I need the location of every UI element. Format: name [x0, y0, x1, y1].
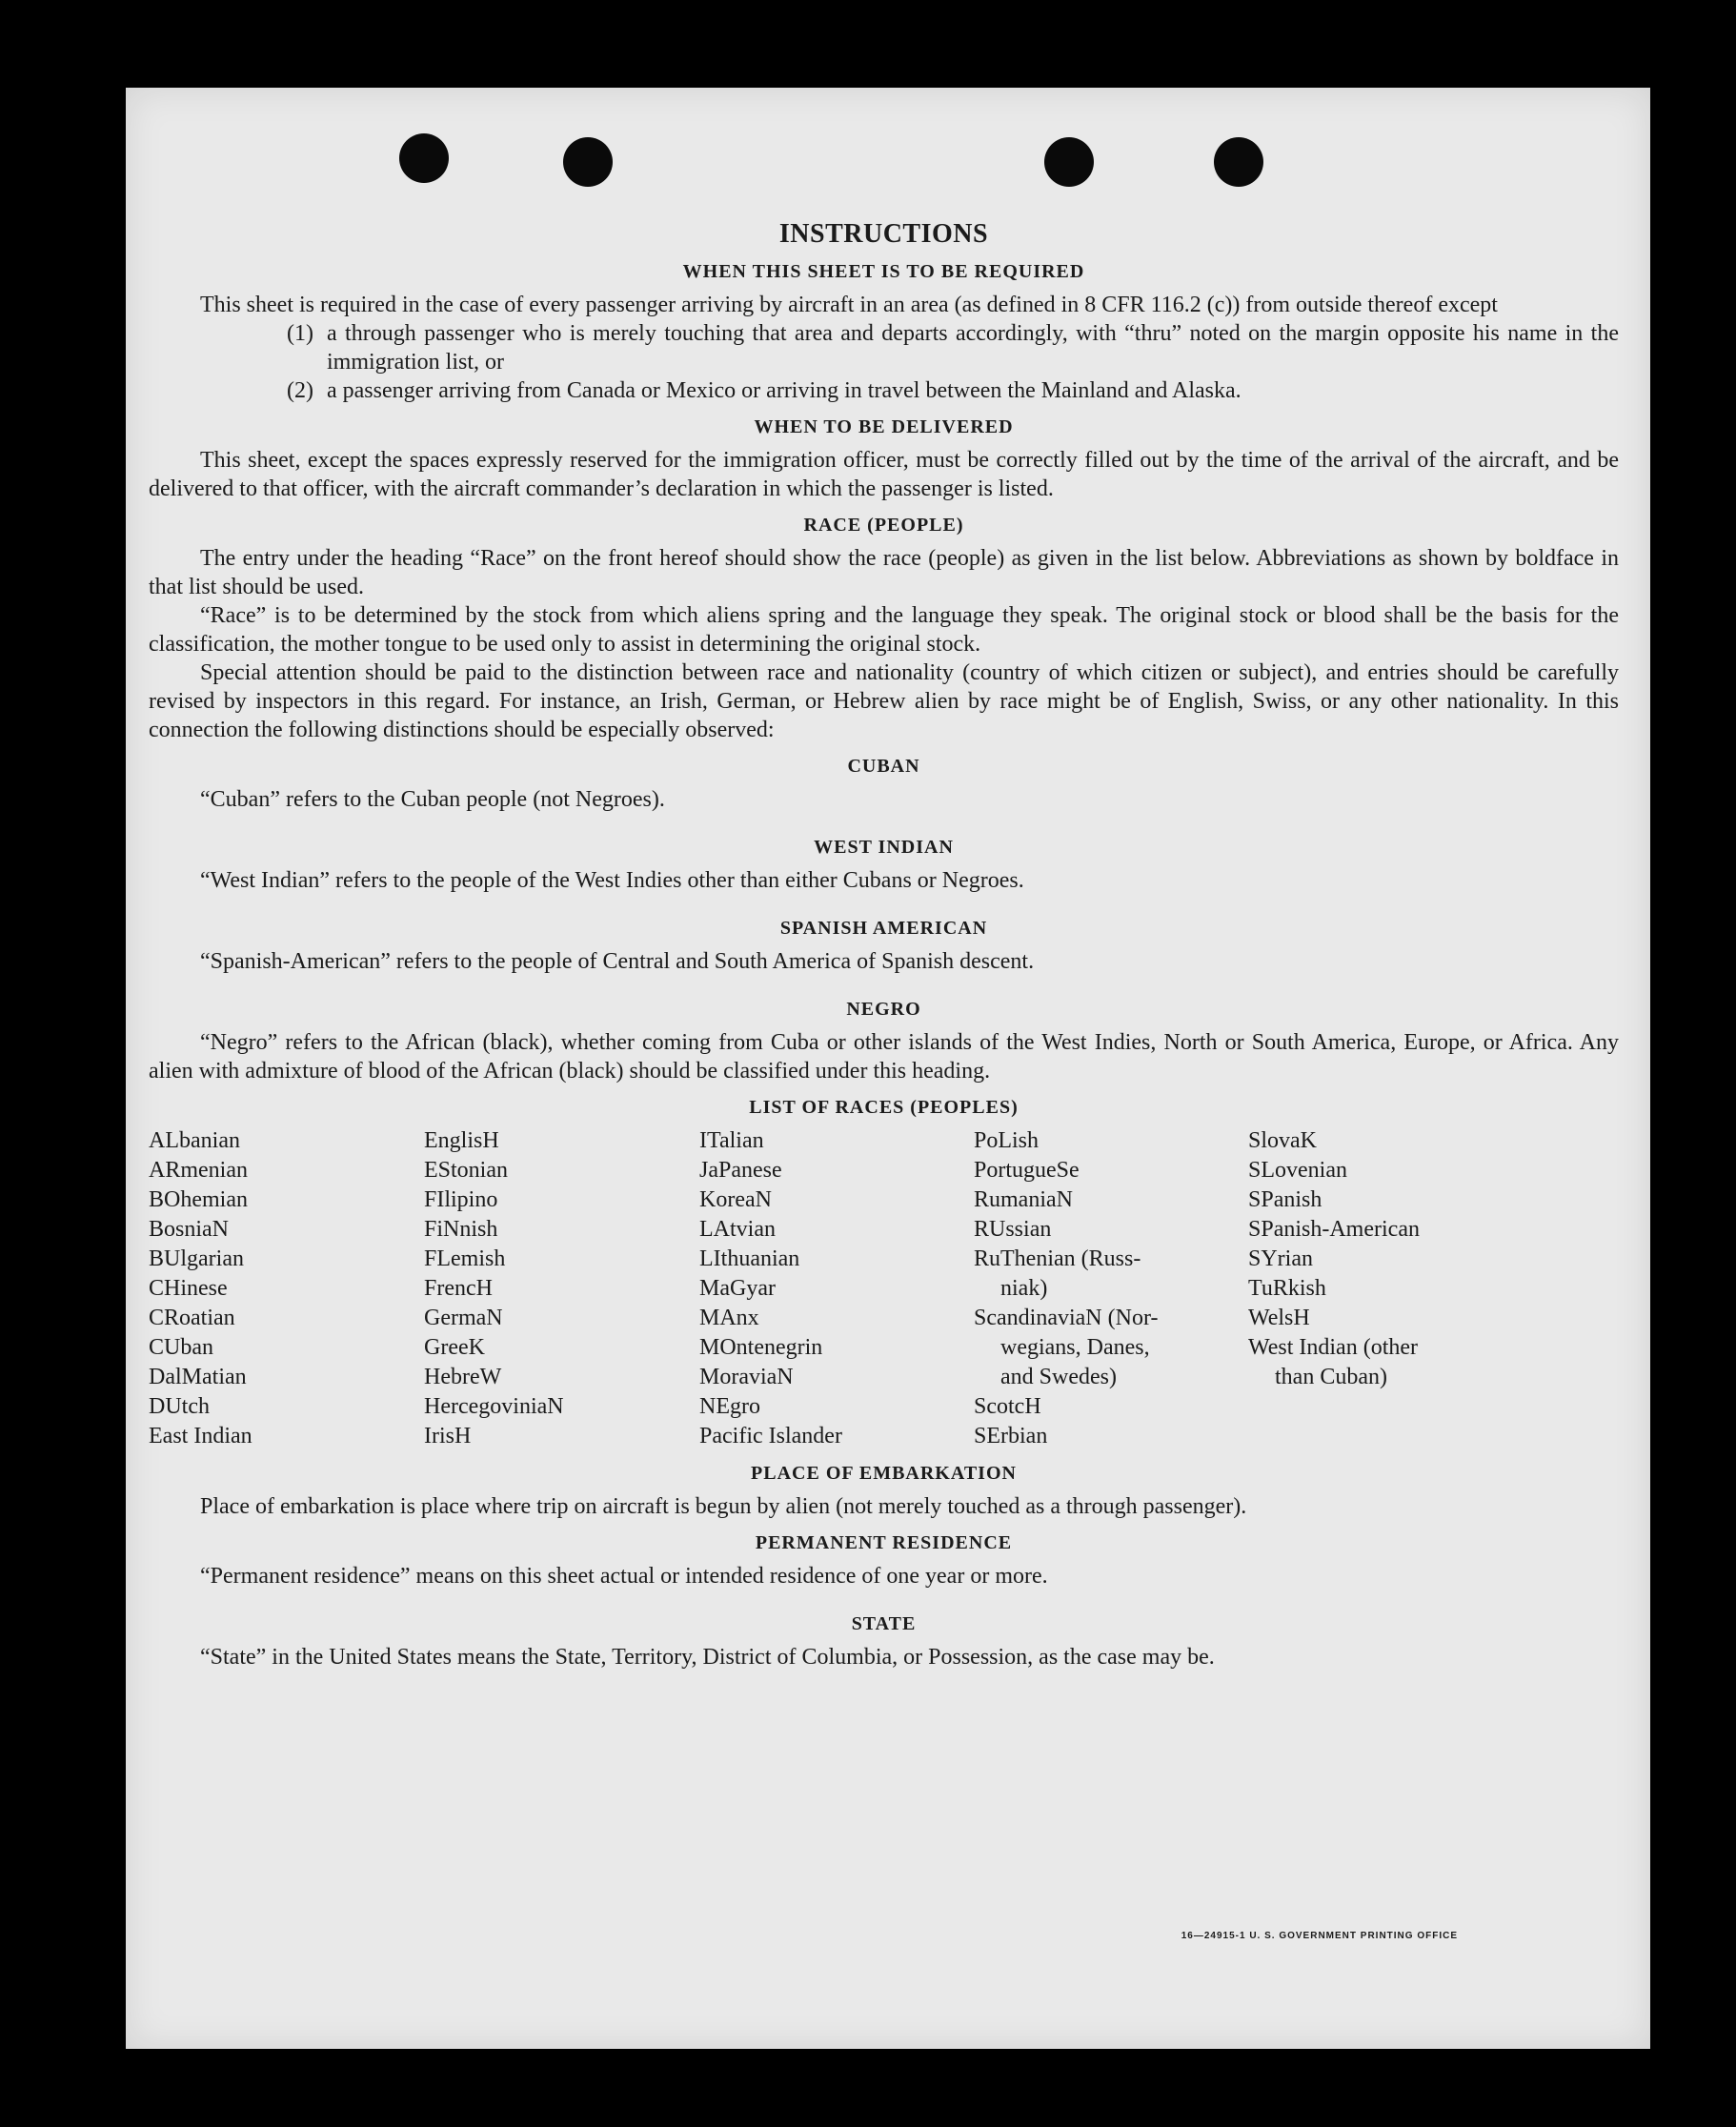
item-text: a passenger arriving from Canada or Mexico or arriving in travel between the Mainland and Alaska. — [327, 378, 1241, 403]
list-item: MoraviaN — [699, 1365, 794, 1389]
heading-list-of-races: LIST OF RACES (PEOPLES) — [749, 1097, 1019, 1118]
paragraph: Special attention should be paid to the distinction between race and nationality (country of which citizen or subject), and entries should be carefully revised by inspectors in this regard. For instance, an Irish, German, or Hebrew alien by race might be of English, Swiss, or any other nationality. In this connection the following distinctions should be especially observed: — [149, 660, 1619, 742]
list-item: LAtvian — [699, 1217, 776, 1242]
list-item: BUlgarian — [149, 1246, 244, 1271]
punch-hole-icon — [563, 137, 613, 187]
list-item: CUban — [149, 1335, 213, 1360]
list-item: than Cuban) — [1275, 1365, 1387, 1389]
item-text: a through passenger who is merely touching that area and departs accordingly, with “thru” noted on the margin opposite his name in the immigration list, or — [327, 321, 1619, 375]
race-column — [699, 1126, 974, 1451]
paragraph: “Race” is to be determined by the stock from which aliens spring and the language they speak. The original stock or blood shall be the basis for the classification, the mother tongue to be used only to assist in determining the original stock. — [149, 603, 1619, 657]
list-item: CHinese — [149, 1276, 228, 1301]
list-item: West Indian (other — [1248, 1335, 1419, 1360]
heading-west-indian: WEST INDIAN — [814, 837, 954, 858]
list-item: RuThenian (Russ- — [974, 1246, 1141, 1271]
race-column — [424, 1126, 699, 1451]
list-item: FIlipino — [424, 1187, 498, 1212]
heading-cuban: CUBAN — [847, 756, 920, 777]
list-item: FrencH — [424, 1276, 493, 1301]
list-item: JaPanese — [699, 1158, 782, 1183]
paragraph: “State” in the United States means the State, Territory, District of Columbia, or Possession, as the case may be. — [200, 1645, 1215, 1670]
heading-permanent-residence: PERMANENT RESIDENCE — [755, 1532, 1013, 1553]
paragraph: This sheet is required in the case of every passenger arriving by aircraft in an area (as defined in 8 CFR 116.2 (c)) from outside thereof except — [200, 293, 1498, 317]
heading-state: STATE — [851, 1613, 917, 1634]
list-item: PortugueSe — [974, 1158, 1080, 1183]
paragraph: Place of embarkation is place where trip on aircraft is begun by alien (not merely touched as a through passenger). — [200, 1494, 1247, 1519]
list-item: LIthuanian — [699, 1246, 800, 1271]
punch-hole-icon — [399, 133, 449, 183]
list-item: Pacific Islander — [699, 1424, 842, 1448]
list-item: MaGyar — [699, 1276, 776, 1301]
heading-embarkation: PLACE OF EMBARKATION — [751, 1463, 1017, 1484]
paragraph: “Cuban” refers to the Cuban people (not Negroes). — [200, 787, 665, 812]
heading-race: RACE (PEOPLE) — [803, 515, 964, 536]
list-item: FLemish — [424, 1246, 506, 1271]
list-item: HercegoviniaN — [424, 1394, 564, 1419]
list-item: FiNnish — [424, 1217, 498, 1242]
list-item: SPanish-American — [1248, 1217, 1420, 1242]
race-list — [149, 1126, 1619, 1451]
item-number: (2) — [287, 378, 313, 403]
list-item: EStonian — [424, 1158, 508, 1183]
list-item: and Swedes) — [1000, 1365, 1117, 1389]
paragraph: “Permanent residence” means on this sheet actual or intended residence of one year or more. — [200, 1564, 1048, 1589]
list-item: WelsH — [1248, 1306, 1310, 1330]
list-item: IrisH — [424, 1424, 472, 1448]
list-item: RUssian — [974, 1217, 1052, 1242]
punch-hole-icon — [1214, 137, 1263, 187]
list-item: MAnx — [699, 1306, 759, 1330]
list-item: East Indian — [149, 1424, 252, 1448]
list-item: BOhemian — [149, 1187, 248, 1212]
list-item: niak) — [1000, 1276, 1048, 1301]
list-item: SErbian — [974, 1424, 1048, 1448]
list-item: ALbanian — [149, 1128, 240, 1153]
list-item: SLovenian — [1248, 1158, 1347, 1183]
paragraph: This sheet, except the spaces expressly reserved for the immigration officer, must be correctly filled out by the time of the arrival of the aircraft, and be delivered to that officer, with the aircraft commander’s declaration in which the passenger is listed. — [149, 448, 1619, 501]
list-item: ScandinaviaN (Nor- — [974, 1306, 1159, 1330]
list-item: SPanish — [1248, 1187, 1322, 1212]
list-item: BosniaN — [149, 1217, 229, 1242]
heading-when-required: WHEN THIS SHEET IS TO BE REQUIRED — [682, 261, 1085, 282]
exception-item — [149, 319, 1619, 376]
paragraph: “Spanish-American” refers to the people of Central and South America of Spanish descent. — [200, 949, 1035, 974]
document-sheet — [126, 88, 1650, 2049]
list-item: NEgro — [699, 1394, 760, 1419]
list-item: SYrian — [1248, 1246, 1313, 1271]
paragraph: “West Indian” refers to the people of the West Indies other than either Cubans or Negroes. — [200, 868, 1024, 893]
list-item: PoLish — [974, 1128, 1040, 1153]
race-column — [974, 1126, 1248, 1451]
list-item: HebreW — [424, 1365, 502, 1389]
list-item: ITalian — [699, 1128, 764, 1153]
list-item: ARmenian — [149, 1158, 248, 1183]
list-item: SlovaK — [1248, 1128, 1317, 1153]
exception-item — [149, 376, 1619, 405]
list-item: DUtch — [149, 1394, 210, 1419]
list-item: ScotcH — [974, 1394, 1041, 1419]
list-item: GreeK — [424, 1335, 485, 1360]
list-item: KoreaN — [699, 1187, 772, 1212]
race-column — [1248, 1126, 1496, 1451]
heading-spanish-american: SPANISH AMERICAN — [779, 918, 988, 939]
punch-hole-icon — [1044, 137, 1094, 187]
heading-when-delivered: WHEN TO BE DELIVERED — [754, 416, 1014, 437]
list-item: TuRkish — [1248, 1276, 1326, 1301]
list-item: CRoatian — [149, 1306, 235, 1330]
list-item: GermaN — [424, 1306, 503, 1330]
paragraph: The entry under the heading “Race” on the front hereof should show the race (people) as given in the list below. Abbreviations as shown by boldface in that list should be used. — [149, 546, 1619, 599]
instructions-content — [149, 219, 1619, 1671]
page-title: INSTRUCTIONS — [778, 219, 989, 249]
printing-office-code: 16—24915-1 U. S. GOVERNMENT PRINTING OFFICE — [1181, 1931, 1458, 1941]
list-item: EnglisH — [424, 1128, 499, 1153]
item-number: (1) — [287, 321, 313, 346]
paragraph: “Negro” refers to the African (black), whether coming from Cuba or other islands of the West Indies, North or South America, Europe, or Africa. Any alien with admixture of blood of the African (black) should be classified under this heading. — [149, 1030, 1619, 1084]
heading-negro: NEGRO — [846, 999, 921, 1020]
list-item: wegians, Danes, — [1000, 1335, 1150, 1360]
race-column — [149, 1126, 424, 1451]
list-item: MOntenegrin — [699, 1335, 823, 1360]
list-item: RumaniaN — [974, 1187, 1073, 1212]
list-item: DalMatian — [149, 1365, 247, 1389]
